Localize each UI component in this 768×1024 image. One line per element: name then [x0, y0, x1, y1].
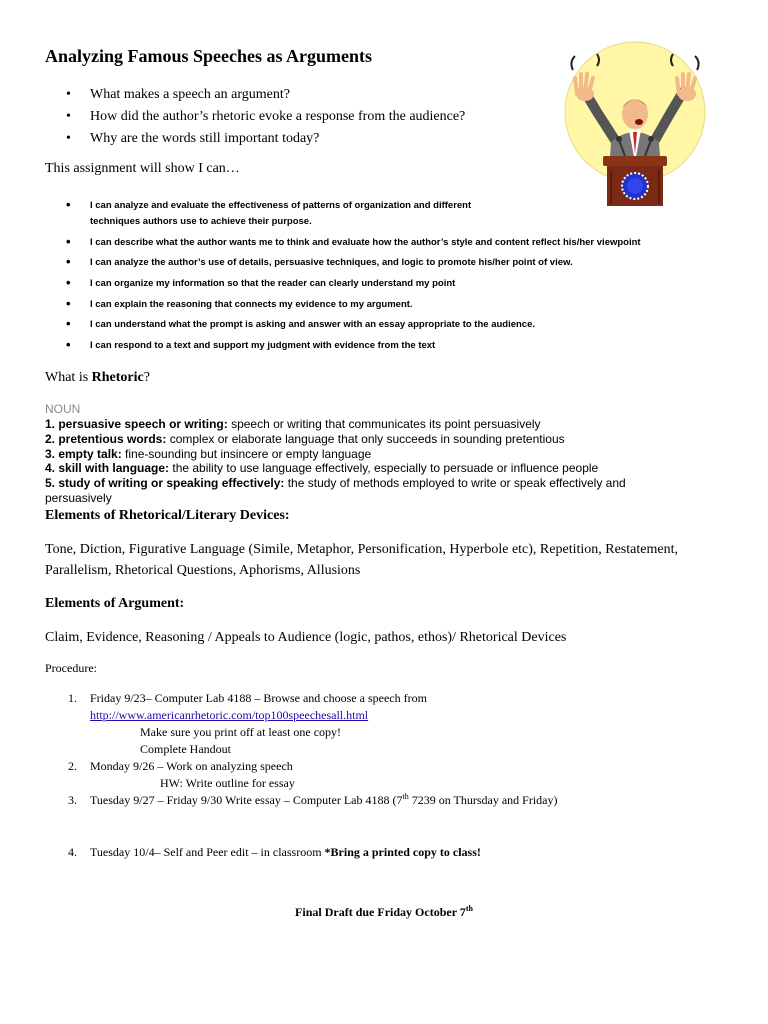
skill-item: • I can analyze and evaluate the effectiveness of patterns of organization and different techniques authors use to achieve their purpose.: [66, 198, 490, 230]
procedure-item: [68, 844, 708, 861]
procedure-item: [68, 690, 708, 758]
definition-term: 2. pretentious words:: [45, 431, 167, 446]
definition-term: 3. empty talk:: [45, 446, 122, 461]
devices-text: Tone, Diction, Figurative Language (Simile, Metaphor, Personification, Hyperbole etc), Repetition, Restatement, Parallelism, Rhetorical Questions, Aphorisms, Allusions: [45, 542, 678, 578]
procedure-subtext: Make sure you print off at least one copy!: [140, 725, 342, 739]
procedure-emphasis: *Bring a printed copy to class!: [324, 845, 481, 859]
superscript: th: [465, 904, 473, 913]
question-item: • Why are the words still important today?: [66, 128, 536, 150]
skill-item: • I can analyze the author’s use of details, persuasive techniques, and logic to promote his/her point of view.: [66, 255, 716, 271]
question-item: • How did the author’s rhetoric evoke a response from the audience?: [66, 106, 536, 128]
definition-item: [45, 417, 685, 432]
skill-item: • I can understand what the prompt is asking and answer with an essay appropriate to the audience.: [66, 317, 716, 333]
skills-list: [66, 198, 716, 359]
definition-item: [45, 432, 685, 447]
definition-item: [45, 461, 685, 476]
definition-text: speech or writing that communicates its point persuasively: [227, 417, 541, 431]
procedure-list: [68, 690, 708, 861]
procedure-item: [68, 792, 708, 809]
definition-text: the study of methods employed to write or speak effectively and persuasively: [45, 476, 626, 505]
procedure-text: Friday 9/23– Computer Lab 4188 – Browse and choose a speech from: [90, 691, 427, 705]
question-item: • What makes a speech an argument?: [66, 84, 536, 106]
argument-text: Claim, Evidence, Reasoning / Appeals to Audience (logic, pathos, ethos)/ Rhetorical Devices: [45, 630, 567, 645]
skill-item: • I can organize my information so that the reader can clearly understand my point: [66, 276, 716, 292]
procedure-number: 4.: [68, 845, 77, 859]
rhetoric-question-prefix: What is: [45, 370, 92, 385]
rhetoric-word: Rhetoric: [91, 370, 144, 385]
intro-text: This assignment will show I can…: [45, 161, 240, 176]
procedure-text: Monday 9/26 – Work on analyzing speech: [90, 759, 293, 773]
procedure-label: Procedure:: [45, 661, 97, 675]
procedure-item: [68, 758, 708, 792]
rhetoric-question: [45, 370, 150, 386]
final-draft-text: Final Draft due Friday October 7: [295, 905, 466, 919]
skill-item: • I can explain the reasoning that connects my evidence to my argument.: [66, 297, 716, 313]
speeches-link[interactable]: http://www.americanrhetoric.com/top100speechesall.html: [90, 708, 369, 722]
final-draft-due: [0, 905, 768, 920]
guiding-questions: [66, 84, 536, 150]
procedure-subtext: Complete Handout: [140, 742, 231, 756]
definition-term: 1. persuasive speech or writing:: [45, 417, 228, 431]
definition-item: [45, 447, 685, 462]
definition-term: 5. study of writing or speaking effectively:: [45, 476, 285, 491]
definition-text: complex or elaborate language that only succeeds in sounding pretentious: [166, 431, 565, 446]
noun-label: NOUN: [45, 402, 81, 416]
procedure-text-part: Tuesday 10/4– Self and Peer edit – in classroom: [90, 845, 325, 859]
document-title: Analyzing Famous Speeches as Arguments: [45, 46, 373, 66]
definition-text: the ability to use language effectively, especially to persuade or influence people: [169, 461, 599, 476]
definition-item: [45, 476, 685, 506]
procedure-number: 1.: [68, 691, 77, 705]
procedure-text: [90, 792, 708, 809]
procedure-number: 2.: [68, 759, 77, 773]
rhetoric-question-suffix: ?: [143, 370, 150, 385]
devices-heading: Elements of Rhetorical/Literary Devices:: [45, 508, 290, 523]
procedure-number: 3.: [68, 793, 77, 807]
superscript: th: [402, 792, 409, 801]
definition-term: 4. skill with language:: [45, 461, 170, 476]
procedure-subtext: HW: Write outline for essay: [160, 776, 295, 790]
argument-heading: Elements of Argument:: [45, 596, 185, 611]
procedure-text-part: Tuesday 9/27 – Friday 9/30 Write essay – Computer Lab 4188 (7: [90, 793, 403, 807]
skill-item: • I can respond to a text and support my judgment with evidence from the text: [66, 338, 716, 354]
procedure-text: [90, 844, 708, 861]
speaker-at-podium-clipart: [553, 22, 713, 208]
skill-item: • I can describe what the author wants me to think and evaluate how the author’s style and content reflect his/her viewpoint: [66, 235, 716, 251]
rhetoric-definitions: [45, 417, 685, 506]
definition-text: fine-sounding but insincere or empty language: [121, 446, 372, 461]
procedure-text-part: 7239 on Thursday and Friday): [408, 793, 558, 807]
